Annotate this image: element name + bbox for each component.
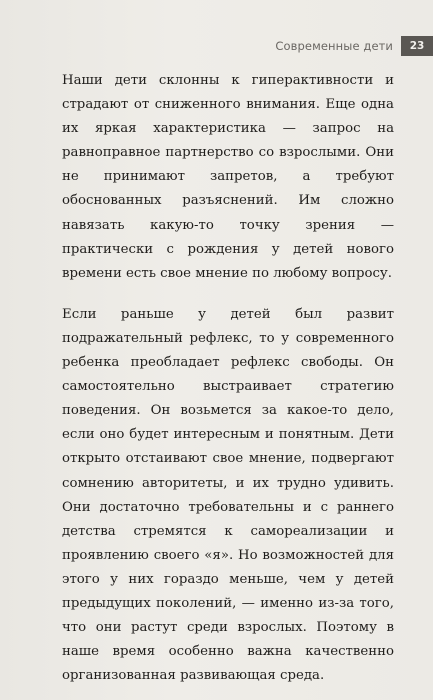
section-title: Современные дети (275, 39, 393, 53)
paragraph-1: Наши дети склонны к гиперактивности и страдают от сниженного внимания. Еще одна их яркая характеристика — запрос на равноправное партнерство со взрослыми. Они не принимают запретов, а требуют обоснованных разъяснений. Им сложно навязать какую-то точку зрения — практически с рождения у детей нового времени есть свое мнение по любому вопросу. (62, 73, 394, 281)
running-header (275, 36, 433, 56)
body-text (62, 69, 394, 688)
paragraph-2: Если раньше у детей был развит подражательный рефлекс, то у современного ребенка преобладает рефлекс свободы. Он самостоятельно выстраивает стратегию поведения. Он возьмется за какое-то дело, если оно будет интересным и понятным. Дети открыто отстаивают свое мнение, подвергают сомнению авторитеты, и их трудно удивить. Они достаточно требовательны и с раннего детства стремятся к самореализации и проявлению своего «я». Но возможностей для этого у них гораздо меньше, чем у детей предыдущих поколений, — именно из-за того, что они растут среди взрослых. Поэтому в наше время особенно важна качественно организованная развивающая среда. (62, 306, 394, 684)
page-number: 23 (401, 36, 433, 56)
